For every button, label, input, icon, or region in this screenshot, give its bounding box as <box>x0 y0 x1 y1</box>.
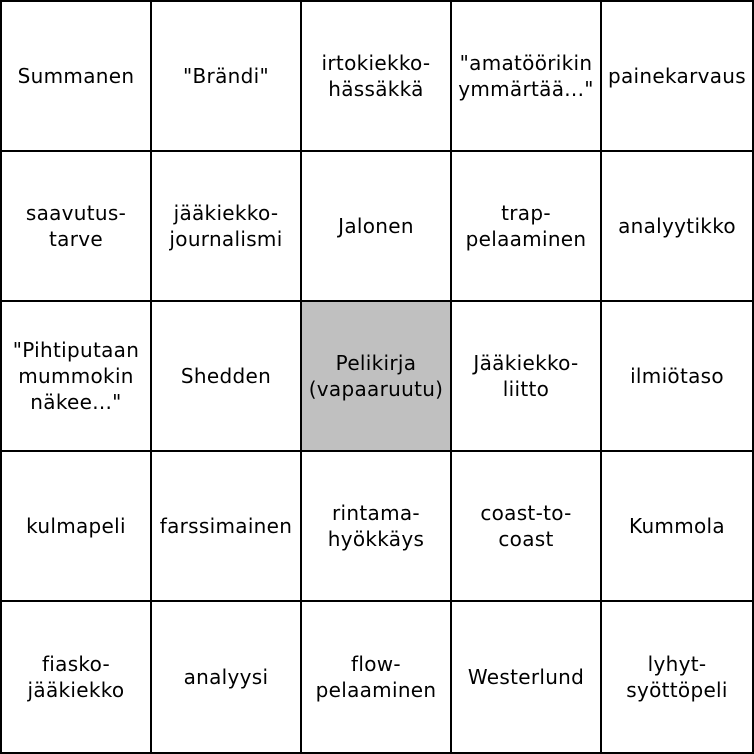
bingo-cell[interactable] <box>152 602 302 752</box>
bingo-cell[interactable] <box>302 152 452 302</box>
bingo-cell[interactable] <box>302 452 452 602</box>
cell-text: painekarvaus <box>608 64 746 88</box>
cell-text: Pelikirja (vapaaruutu) <box>308 351 444 401</box>
bingo-free-cell[interactable] <box>302 302 452 452</box>
bingo-cell[interactable] <box>152 2 302 152</box>
cell-text: jääkiekko- journalismi <box>169 201 283 251</box>
cell-text: analyytikko <box>618 214 736 238</box>
bingo-cell[interactable] <box>452 602 602 752</box>
bingo-cell[interactable] <box>302 602 452 752</box>
cell-text: "amatöörikin ymmärtää..." <box>458 51 594 101</box>
cell-text: coast-to-coast <box>480 501 572 551</box>
cell-text: kulmapeli <box>26 514 126 538</box>
bingo-cell[interactable] <box>452 452 602 602</box>
bingo-cell[interactable] <box>602 302 752 452</box>
cell-text: flow- pelaaminen <box>315 652 437 702</box>
bingo-cell[interactable] <box>152 152 302 302</box>
bingo-cell[interactable] <box>602 152 752 302</box>
cell-text: lyhyt- syöttöpeli <box>626 652 728 702</box>
bingo-cell[interactable] <box>2 2 152 152</box>
bingo-cell[interactable] <box>2 602 152 752</box>
bingo-cell[interactable] <box>602 602 752 752</box>
cell-text: Shedden <box>180 364 272 388</box>
bingo-cell[interactable] <box>2 452 152 602</box>
bingo-cell[interactable] <box>2 302 152 452</box>
bingo-cell[interactable] <box>452 302 602 452</box>
cell-text: saavutus- tarve <box>25 201 127 251</box>
bingo-cell[interactable] <box>452 152 602 302</box>
cell-text: analyysi <box>183 665 269 689</box>
cell-text: Jääkiekko- liitto <box>473 351 579 401</box>
bingo-cell[interactable] <box>152 302 302 452</box>
bingo-cell[interactable] <box>302 2 452 152</box>
bingo-cell[interactable] <box>602 2 752 152</box>
cell-text: irtokiekko- hässäkkä <box>321 51 431 101</box>
bingo-cell[interactable] <box>602 452 752 602</box>
cell-text: trap- pelaaminen <box>465 201 587 251</box>
cell-text: Kummola <box>629 514 725 538</box>
cell-text: fiasko- jääkiekko <box>27 652 125 702</box>
cell-text: "Pihtiputaan mummokin näkee..." <box>12 338 140 414</box>
bingo-cell[interactable] <box>152 452 302 602</box>
bingo-cell[interactable] <box>2 152 152 302</box>
cell-text: Summanen <box>17 64 135 88</box>
cell-text: Jalonen <box>338 214 414 238</box>
cell-text: Westerlund <box>467 665 585 689</box>
cell-text: farssimainen <box>159 514 293 538</box>
cell-text: ilmiötaso <box>630 364 724 388</box>
cell-text: "Brändi" <box>183 64 269 88</box>
cell-text: rintama- hyökkäys <box>327 501 425 551</box>
bingo-cell[interactable] <box>452 2 602 152</box>
